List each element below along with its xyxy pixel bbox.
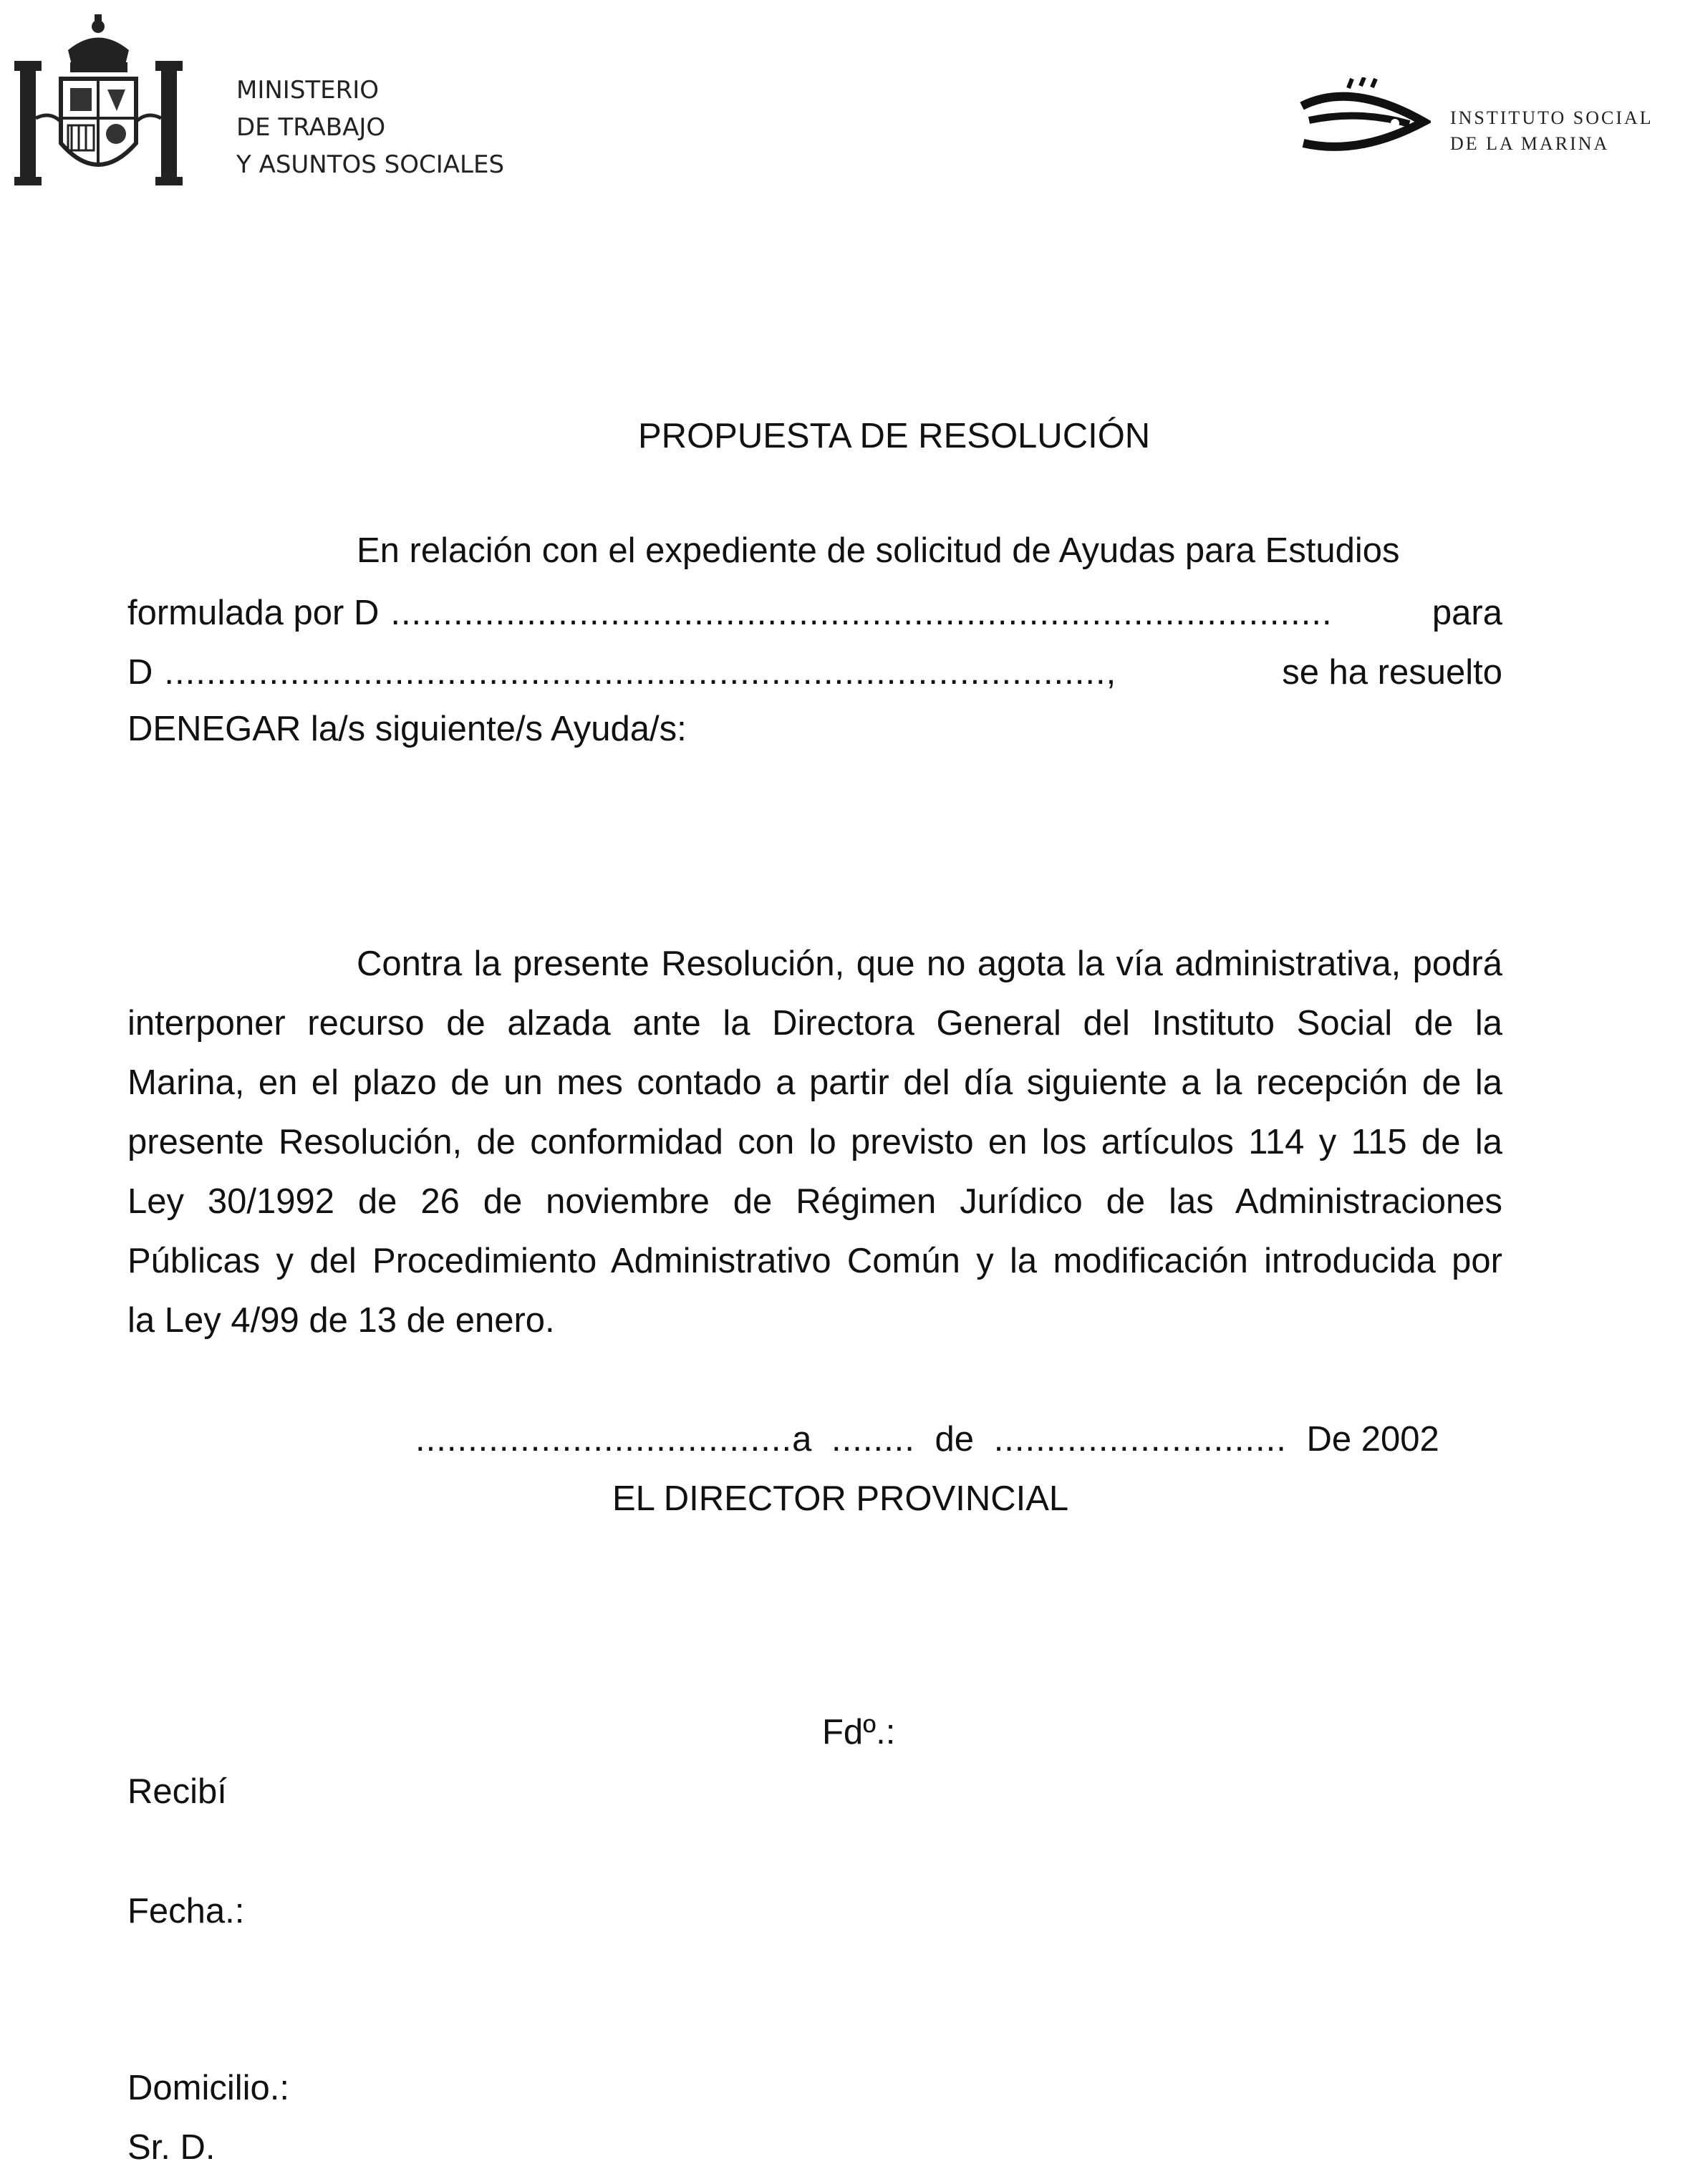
appeal-line-3: Marina, en el plazo de un mes contado a partir del día siguiente a la recepción de la [127,1063,1502,1102]
beneficiary-dots: .........................................................................................., [164,653,1117,692]
appeal-line-7: la Ley 4/99 de 13 de enero. [127,1301,555,1340]
signer-title: EL DIRECTOR PROVINCIAL [612,1479,1069,1518]
appeal-line-5: Ley 30/1992 de 26 de noviembre de Régimen Jurídico de las Administraciones [127,1182,1502,1221]
signature-label: Fdº.: [822,1713,896,1751]
day-dots: ........ [831,1420,915,1459]
date-year: De 2002 [1306,1420,1439,1459]
appeal-line-6: Públicas y del Procedimiento Administrativo Común y la modificación introducida por [127,1242,1502,1280]
institute-name [1450,105,1653,157]
appeal-line-4: presente Resolución, de conformidad con lo previsto en los artículos 114 y 115 de la [127,1123,1502,1161]
document-title: PROPUESTA DE RESOLUCIÓN [638,417,1151,455]
address-label: Domicilio.: [127,2069,289,2107]
intro-line-4: DENEGAR la/s siguiente/s Ayuda/s: [127,710,687,748]
fish-logo-icon [1295,77,1431,160]
intro-line-3 [127,652,1502,692]
coat-of-arms-icon [7,11,190,190]
appeal-line-2: interponer recurso de alzada ante la Directora General del Instituto Social de la [127,1004,1502,1043]
month-dots: ............................ [993,1420,1287,1459]
beneficiary-label: D [127,653,153,692]
requester-label: formulada por D [127,594,380,632]
intro-line-2 [127,593,1502,633]
ministry-name [236,72,504,183]
appeal-line-1: Contra la presente Resolución, que no agota la vía administrativa, podrá [357,944,1502,983]
ministry-line-1: MINISTERIO [236,76,380,105]
resolved-label: se ha resuelto [1282,653,1502,692]
institute-line-1: INSTITUTO SOCIAL [1450,107,1653,128]
date-a: a [792,1420,812,1459]
para-label: para [1431,594,1502,632]
ministry-line-2: DE TRABAJO [236,113,386,142]
receipt-date-label: Fecha.: [127,1892,245,1931]
date-de: de [935,1420,975,1459]
ministry-line-3: Y ASUNTOS SOCIALES [236,150,505,179]
recipient-label: Sr. D. [127,2128,216,2167]
intro-line-1: En relación con el expediente de solicitud de Ayudas para Estudios [357,531,1400,570]
place-dots: .................................... [415,1420,793,1459]
receipt-label: Recibí [127,1772,227,1811]
institute-line-2: DE LA MARINA [1450,133,1610,154]
requester-dots: .......................................................................................... [390,594,1333,632]
date-line [415,1422,1439,1457]
